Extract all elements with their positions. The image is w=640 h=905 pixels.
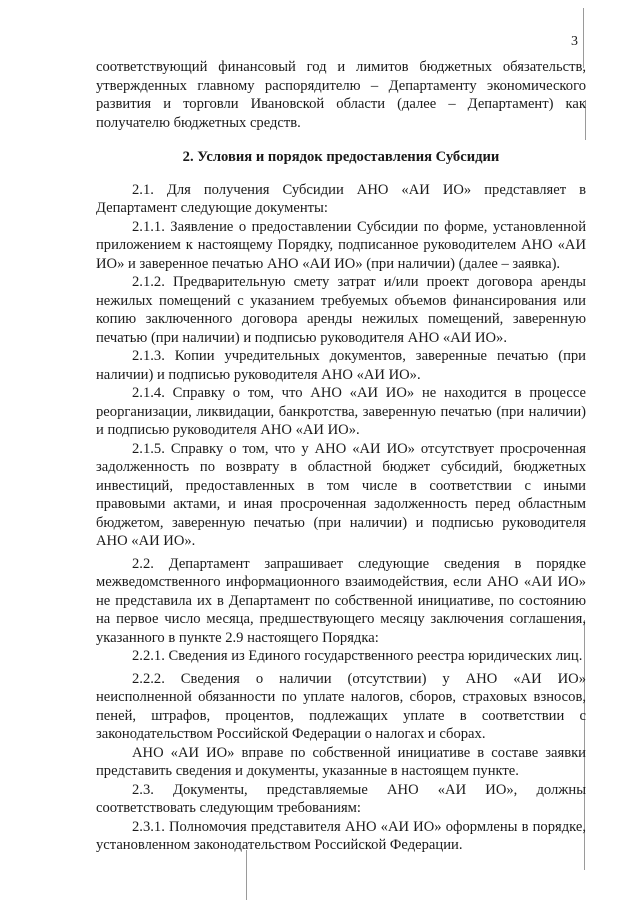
paragraph-2-2-2: 2.2.2. Сведения о наличии (отсутствии) у АНО «АИ ИО» неисполненной обязанности по уплате налогов, сборов, страховых взносов, пеней, штрафов, процентов, подлежащих уплате в соответствии с законодательством Российской Федерации о налогах и сборах. bbox=[96, 670, 586, 742]
paragraph-initiative: АНО «АИ ИО» вправе по собственной инициативе в составе заявки представить сведения и документы, указанные в настоящем пункте. bbox=[96, 744, 586, 779]
paragraph-2-2-1: 2.2.1. Сведения из Единого государственного реестра юридических лиц. bbox=[132, 648, 583, 664]
paragraph-2-1-3: 2.1.3. Копии учредительных документов, заверенные печатью (при наличии) и подписью руководителя АНО «АИ ИО». bbox=[96, 348, 586, 383]
paragraph-2-1-5: 2.1.5. Справку о том, что у АНО «АИ ИО» отсутствует просроченная задолженность по возврату в областной бюджет субсидий, бюджетных инвестиций, предоставленных в том числе в соответствии с иными правовыми актами, и иная просроченная задолженность перед областным бюджетом, заверенную печатью (при наличии) и подписью руководителя АНО «АИ ИО». bbox=[96, 440, 586, 549]
paragraph-2-1-2: 2.1.2. Предварительную смету затрат и/или проект договора аренды нежилых помещений с указанием требуемых объемов финансирования или копию заключенного договора аренды нежилых помещений, заверенную печатью (при наличии) и подписью руководителя АНО «АИ ИО». bbox=[96, 274, 586, 346]
paragraph-2-1: 2.1. Для получения Субсидии АНО «АИ ИО» представляет в Департамент следующие документы: bbox=[96, 181, 586, 216]
page-number: 3 bbox=[571, 34, 578, 49]
paragraph-2-1-4: 2.1.4. Справку о том, что АНО «АИ ИО» не находится в процессе реорганизации, ликвидации, банкротства, заверенную печатью (при наличии) и подписью руководителя АНО «АИ ИО». bbox=[96, 385, 586, 438]
section-heading: 2. Условия и порядок предоставления Субсидии bbox=[182, 149, 500, 165]
document-body bbox=[96, 58, 586, 855]
scan-edge-line bbox=[246, 850, 247, 900]
paragraph-2-3-1: 2.3.1. Полномочия представителя АНО «АИ ИО» оформлены в порядке, установленном законодательством Российской Федерации. bbox=[96, 818, 586, 853]
paragraph-2-2: 2.2. Департамент запрашивает следующие сведения в порядке межведомственного информационного взаимодействия, если АНО «АИ ИО» не представила их в Департамент по собственной инициативе, по состоянию на первое число месяца, предшествующего месяцу заключения соглашения, указанного в пункте 2.9 настоящего Порядка: bbox=[96, 555, 586, 646]
intro-paragraph: соответствующий финансовый год и лимитов бюджетных обязательств, утвержденных главному распорядителю – Департаменту экономического развития и торговли Ивановской области (далее – Департамент) как получателю бюджетных средств. bbox=[96, 59, 586, 131]
paragraph-2-1-1: 2.1.1. Заявление о предоставлении Субсидии по форме, установленной приложением к настоящему Порядку, подписанное руководителем АНО «АИ ИО» и заверенное печатью АНО «АИ ИО» (при наличии) (далее – заявка). bbox=[96, 218, 586, 272]
paragraph-2-3: 2.3. Документы, представляемые АНО «АИ ИО», должны соответствовать следующим требованиям: bbox=[96, 781, 586, 816]
